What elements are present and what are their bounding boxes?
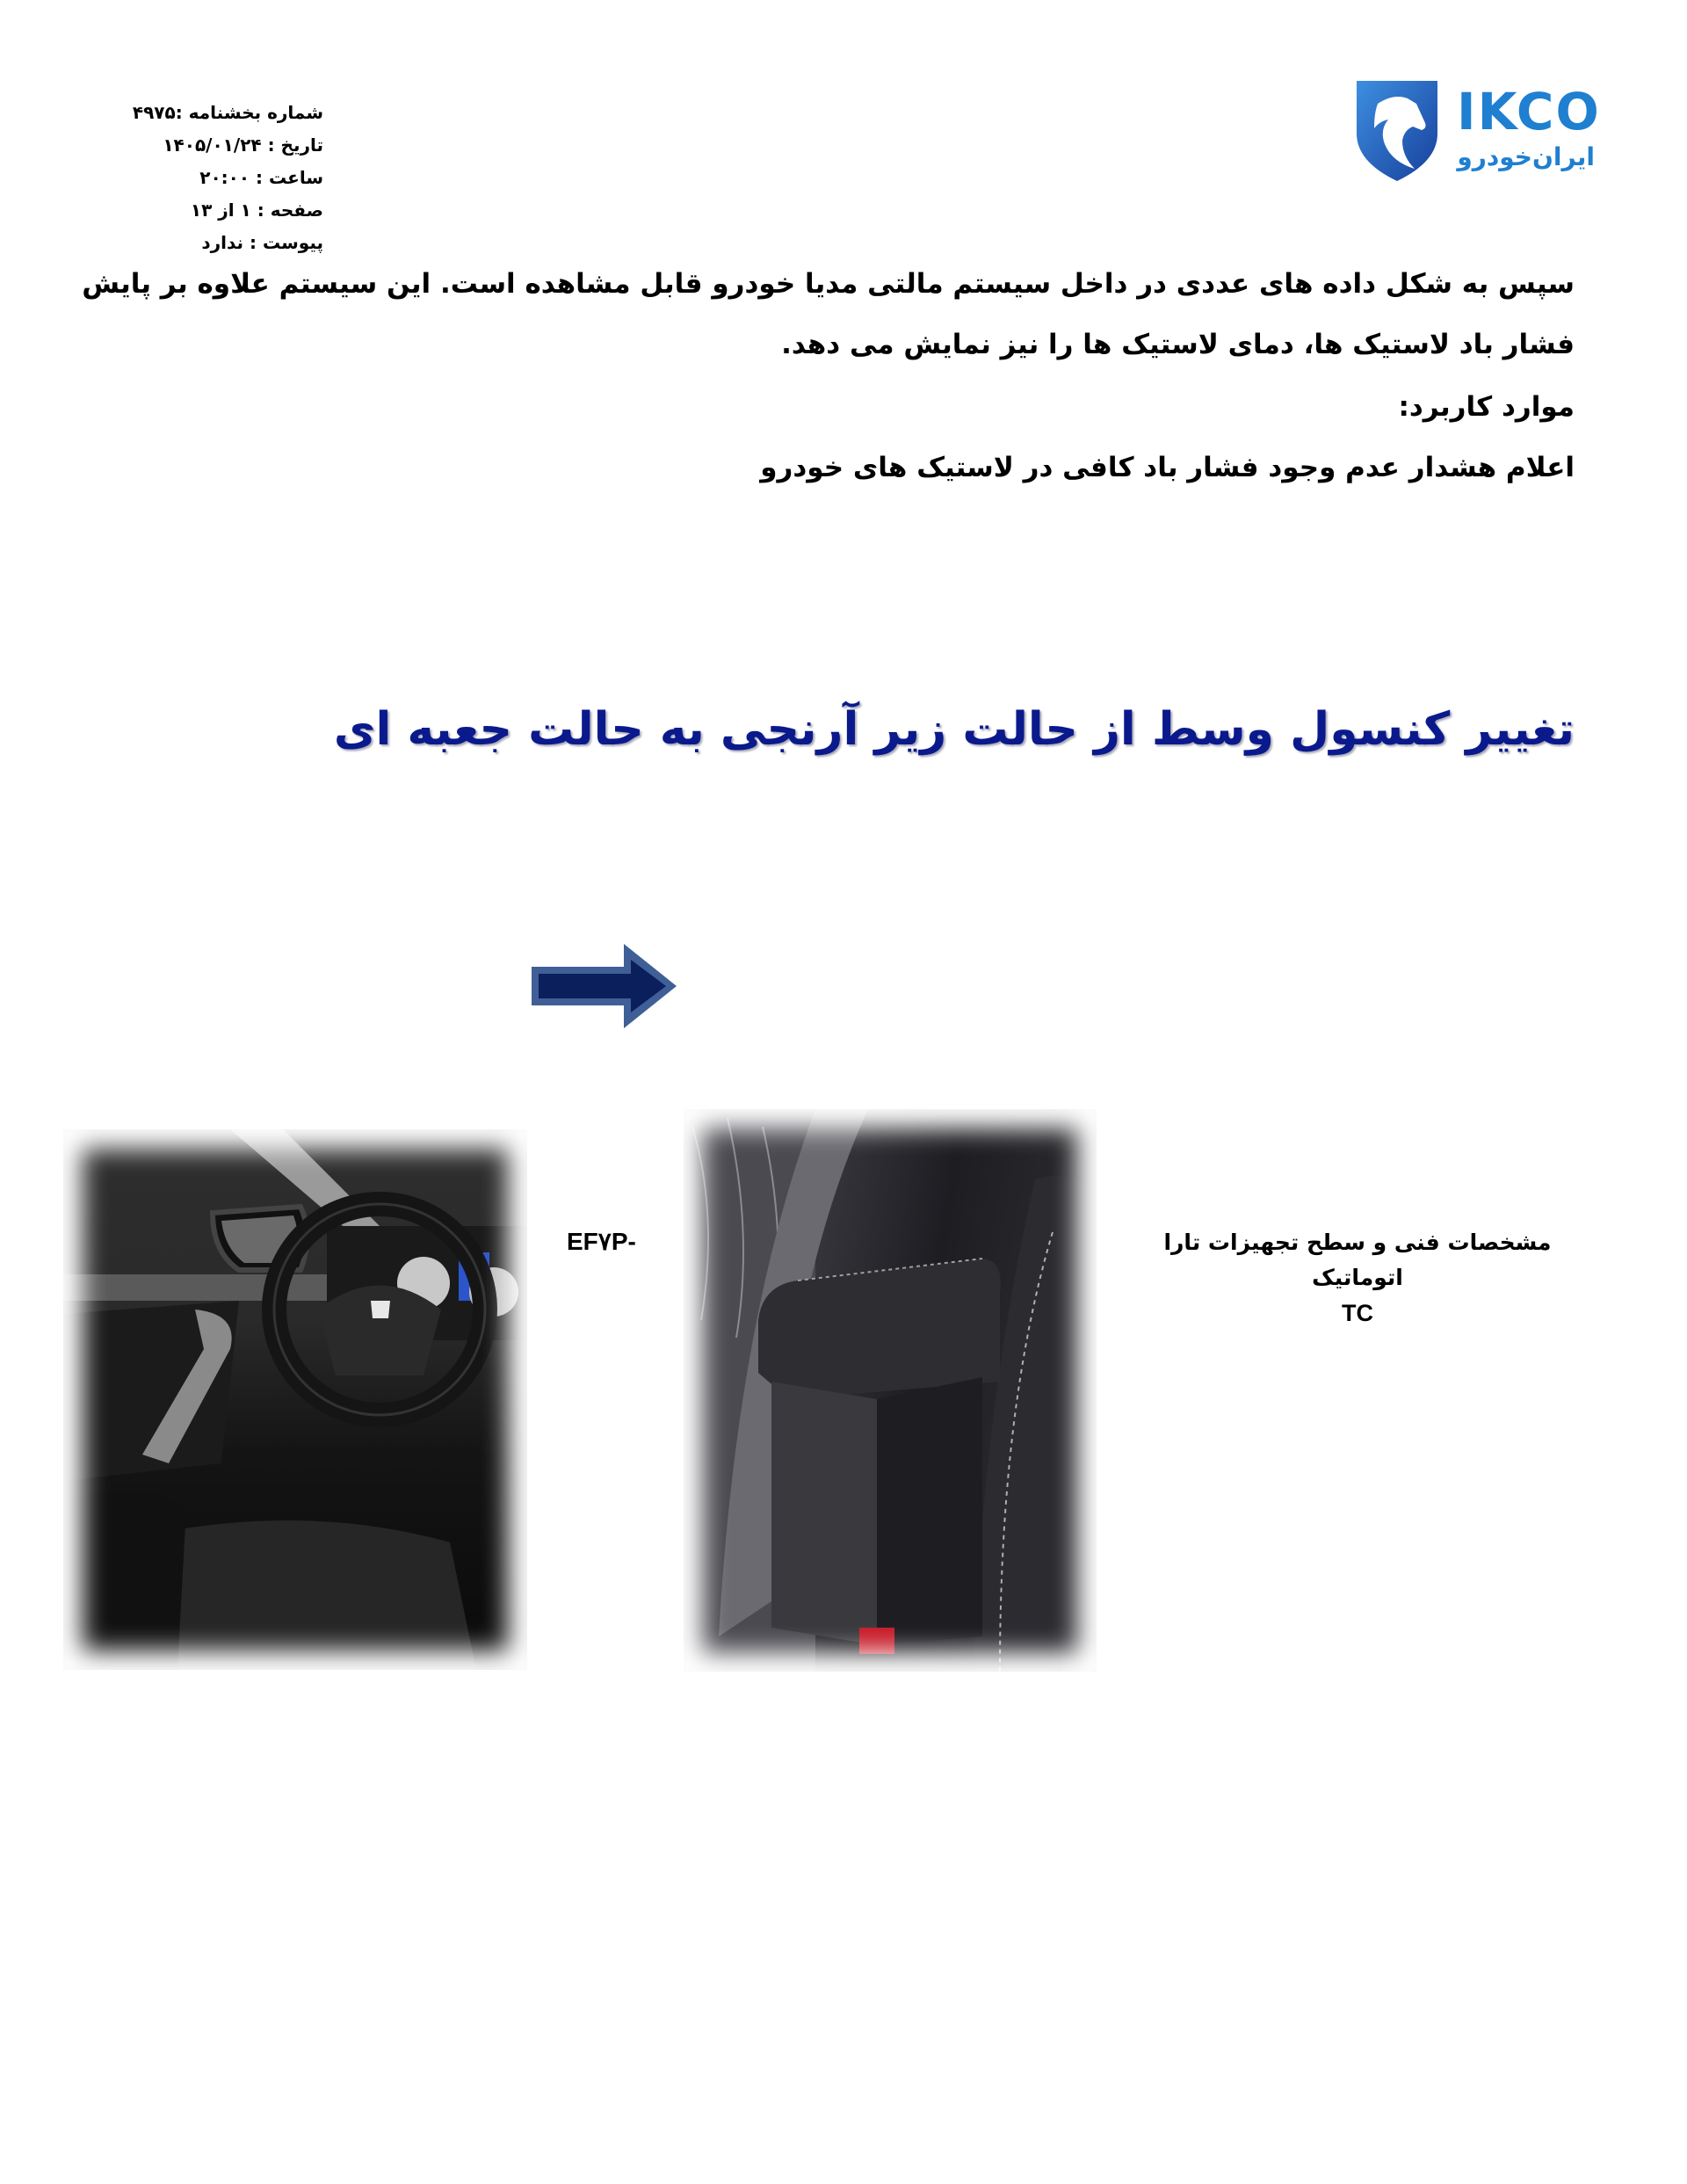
arrow-right-icon [527,942,685,1030]
paragraph-1: سپس به شکل داده های عددی در داخل سیستم مالتی مدیا خودرو قابل مشاهده است. این سیستم علاوه بر پایش [82,268,1575,300]
horse-shield-icon [1353,77,1441,183]
paragraph-2: فشار باد لاستیک ها، دمای لاستیک ها را نیز نمایش می دهد. [781,329,1575,360]
bulletin-time: ساعت : ۲۰:۰۰ [199,167,323,188]
armrest-illustration [684,1109,1097,1672]
bulletin-date: تاریخ : ۱۴۰۵/۰۱/۲۴ [163,134,323,156]
bulletin-page: صفحه : ۱ از ۱۳ [190,200,323,221]
center-console-armrest-photo [684,1109,1097,1672]
spec-caption-code: TC [1342,1300,1373,1326]
bulletin-meta [95,97,323,259]
model-code-label: EF۷P- [567,1228,636,1255]
car-interior-photo [63,1129,527,1670]
usage-label: موارد کاربرد: [1398,391,1575,423]
bulletin-number: شماره بخشنامه :۴۹۷۵ [132,102,323,123]
section-heading: تغییر کنسول وسط از حالت زیر آرنجی به حالت جعبه ای [333,703,1575,756]
bulletin-attachment: پیوست : ندارد [201,232,323,253]
usage-item: اعلام هشدار عدم وجود فشار باد کافی در لاستیک های خودرو [760,452,1575,483]
logo-subtitle: ایران‌خودرو [1457,142,1595,171]
logo-wordmark: IKCO [1457,82,1601,141]
spec-caption-title: مشخصات فنی و سطح تجهیزات تارا اتوماتیک [1163,1230,1552,1290]
ikco-logo [1353,77,1608,183]
interior-illustration [63,1129,527,1670]
spec-caption [1142,1225,1573,1331]
